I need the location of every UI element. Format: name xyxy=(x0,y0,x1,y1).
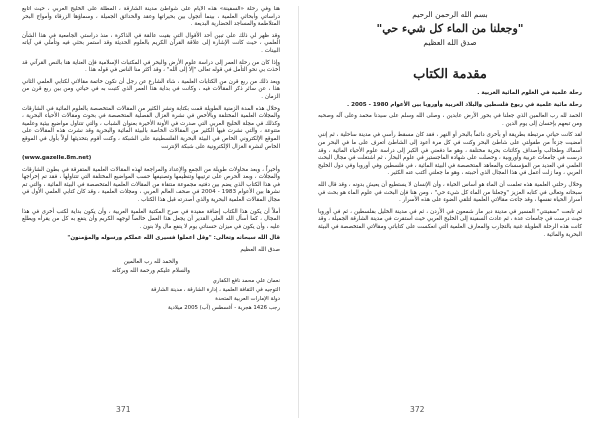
paragraph: وقد ظهر لي ذلك على تبين أحد الأقوال التي بقيت عالقة في الذاكرة ، منذ دراستي الجامعية في هذا الشأن العلمي ، حيث كانت الإشارة إلى علاقة القرآن الكريم بالعلوم الحديثة وقد استمر بحثي فيه وتأملي في آياته البينات . xyxy=(22,32,280,54)
opening-verse: "وجعلنا من الماء كل شيء حي" xyxy=(376,22,524,35)
affiliation-line: دولة الإمارات العربية المتحدة xyxy=(215,296,280,303)
subtitle: رحلة علمية في العلوم المائية العربية . xyxy=(477,90,582,96)
affiliation-line: التوجيه في الثقافة العلمية ، إدارة الشارقة ، مدينة الشارقة xyxy=(150,287,280,294)
bismillah: بسم الله الرحمن الرحيم xyxy=(412,10,488,19)
right-page xyxy=(300,0,600,424)
quran-quote: قال الله سبحانه وتعالى: "وقل اعملوا فسيرى الله عملكم ورسوله والمؤمنون" xyxy=(67,235,280,242)
quote-source: صدق الله العظيم xyxy=(240,247,280,254)
left-page-text xyxy=(22,6,280,315)
page-number: 372 xyxy=(410,405,425,414)
paragraph: ويعد ذلك من ربع قرن من الكتابات العلمية ، شاء الشارع عن رجل أن نكون خاتمة مقالاتي لكتابي العلمي الثاني هذا ، عن سائر ذكر المقالات فيه ، وكانت في بداية هذا العمر الذي كتبت به في حياتي ومن بين ربع قرن من الزمان . xyxy=(22,78,280,100)
paragraph: ثم تابعت "سفينتي" المسير في مدينة دير مار شمعون في الأردن ، ثم في مدينة الخليل بفلسطين ، ثم في أوروبا حيث درست في جامعات عدة ، ثم عادت السفينة إلى الخليج العربي حيث استقرت في مدينة الشارقة الجميلة ، وقد كانت هذه الرحلة الطويلة غنية بالتجارب والمعارف العلمية التي انعكست على كتاباتي ومقالاتي المتخصصة في البيئة البحرية والمائية . xyxy=(318,208,582,238)
praise-line: والحمد لله رب العالمين xyxy=(123,258,179,265)
date-line: رجب 1426 هجرية - أغسطس (آب) 2005 ميلادية xyxy=(167,305,280,312)
paragraph: وخلال هذه المدة الزمنية الطويلة قمت بكتابة ونشر الكثير من المقالات المتخصصة بالعلوم المائية في الشارقات والمجلات العلمية المختلفة وبالأخص في نشرة الغزال الفصلية المتخصصة في بحوث ومقالات الأحياء البحرية ، وكذلك في مجلة الخليج العربي التي صدرت في الأونة الأخيرة بعنوان الشباب ، والتي تتناول مواضيع بيئية وعلمية متنوعة ، والتي نشرت فيها الكثير من المقالات الخاصة بالبيئة المائية والبحرية وقد نشرت هذه المقالات على الموقع الإلكتروني الخاص في البيئة البحرية الفلسطينية على الشبكة ، وكنت أقوم بتحديثها أولاً بأول في الموقع الخاص لنشرة الغزال الإلكترونية على شبكة الإنترنت xyxy=(22,105,280,150)
page-divider xyxy=(298,6,299,418)
paragraph: لقد كانت حياتي مرتبطة بطريقة أو بأخرى دائماً بالبحر أو النهر ، فقد كان مسقط رأسي في مدينة ساحلية ، ثم إنني أمضيت جزءاً من طفولتي على شاطئ البحر وكنت في كل مرة أعود إلى الشاطئ أتعرف على ما في البحر من أسماك وطحالب وأصداف وكائنات بحرية مختلفة ، وهو ما دفعني في الكبر إلى دراسة علوم الأحياء المائية ، وقد درست في جامعات عربية وأوروبية ، وحصلت على شهادة الماجستير في علوم البحار ، ثم اشتغلت في مجال البحث العلمي في العديد من المؤسسات والمعاهد المتخصصة في البيئة المائية ، في فلسطين وفي أوروبا وفي دول الخليج العربي ، وما زلت أعمل في هذا المجال الذي أحببته ، وهو ما جعلني أكتب عنه الكثير . xyxy=(318,132,582,177)
paragraph: هنا وفي رحلة «السفينة» هذه الأيام على شواطئ مدينة الشارقة ، المطلة على الخليج العربي ، حيث أتابع دراساتي وأبحاثي العلمية ، بينما أتجول بين بحيراتها وعقد والحدائق الجميلة ، وسماؤها الزرقاء وأمواج البحر المتلاطمة والمساجد الحضارية البديعة . xyxy=(22,6,280,28)
paragraph: وإذا كان من رحلة العمر إلى دراسة علوم الأرض والبحر في المكتبات الإسلامية فإن العناية هنا بالنص القرآني قد أخذت بي نحو التأمل في قوله تعالى "إلا إلى الله" ، وقد أكثر منا الناس في قوله هذا . xyxy=(22,59,280,74)
paragraph: وخلال رحلتي العلمية هذه تعلمت أن الماء هو أساس الحياة ، وأن الإنسان لا يستطيع أن يعيش بدونه ، وقد قال الله سبحانه وتعالى في كتابه العزيز "وجعلنا من الماء كل شيء حي" ، ومن هنا فإن البحث في علوم الماء هو بحث في أسرار الحياة نفسها ، وقد جاءت مقالاتي العلمية لتلقي الضوء على هذه الأسرار . xyxy=(318,181,582,204)
author-name: نعمان علي محمد نافع الكفاري xyxy=(212,277,280,284)
paragraph: وأخيراً ، وبعد محاولات طويلة من الجمع والإعداد والمراجعة لهذه المقالات العلمية المتفرقة في بطون الشارقات والمجلات ، وبعد الحرص على ترتيبها وتنظيمها وتصنيفها حسب المواضيع المختلفة التي تتناولها ، فقد تم إخراجها في هذا الكتاب الذي يضم بين دفتيه مجموعة منتقاة من المقالات العلمية المتخصصة في البيئة المائية ، والتي تم نشرها بين الأعوام 1983 - 2004 في صحف العالم العربي ، ومجلات العلمية ، وقد كان كتابي العلمي الأول في مجال المقالات العلمية البحرية والذي أصدرته قبل هذا الكتاب . xyxy=(22,166,280,204)
salam-line: والسلام عليكم ورحمة الله وبركاته xyxy=(111,268,191,275)
subtitle: رحلة مائية علمية في ربوع فلسطين والبلاد العربية وأوروبا بين الأعوام 1980 - 2005 . xyxy=(347,101,582,108)
page-number: 371 xyxy=(116,405,131,414)
paragraph: الحمد لله رب العالمين الذي جعلنا في بحور الأرض عابدين ، وصلى الله وسلم على سيدنا محمد وعلى آله وصحبه ومن تبعهم بإحسان إلى يوم الدين . xyxy=(318,113,582,127)
chapter-heading: مقدمة الكتاب xyxy=(413,67,487,82)
closing-paragraph: أملاً أن يكون هذا الكتاب إضافة مفيدة في صرح المكتبة العلمية العربية ، وأن يكون بداية لكتب أخرى في هذا المجال ، كما أسأل الله العلي القدير أن يجعل هذا العمل خالصاً لوجهه الكريم وأن ينفع به كل من يقرأه ويطلع عليه ، وأن يكون في ميزان حسناتي يوم لا ينفع مال ولا بنون . xyxy=(22,208,280,230)
website-url: (www.gazelle.8m.net) xyxy=(22,155,92,162)
right-page-text xyxy=(318,6,582,243)
verse-reference: صدق الله العظيم xyxy=(423,38,477,47)
